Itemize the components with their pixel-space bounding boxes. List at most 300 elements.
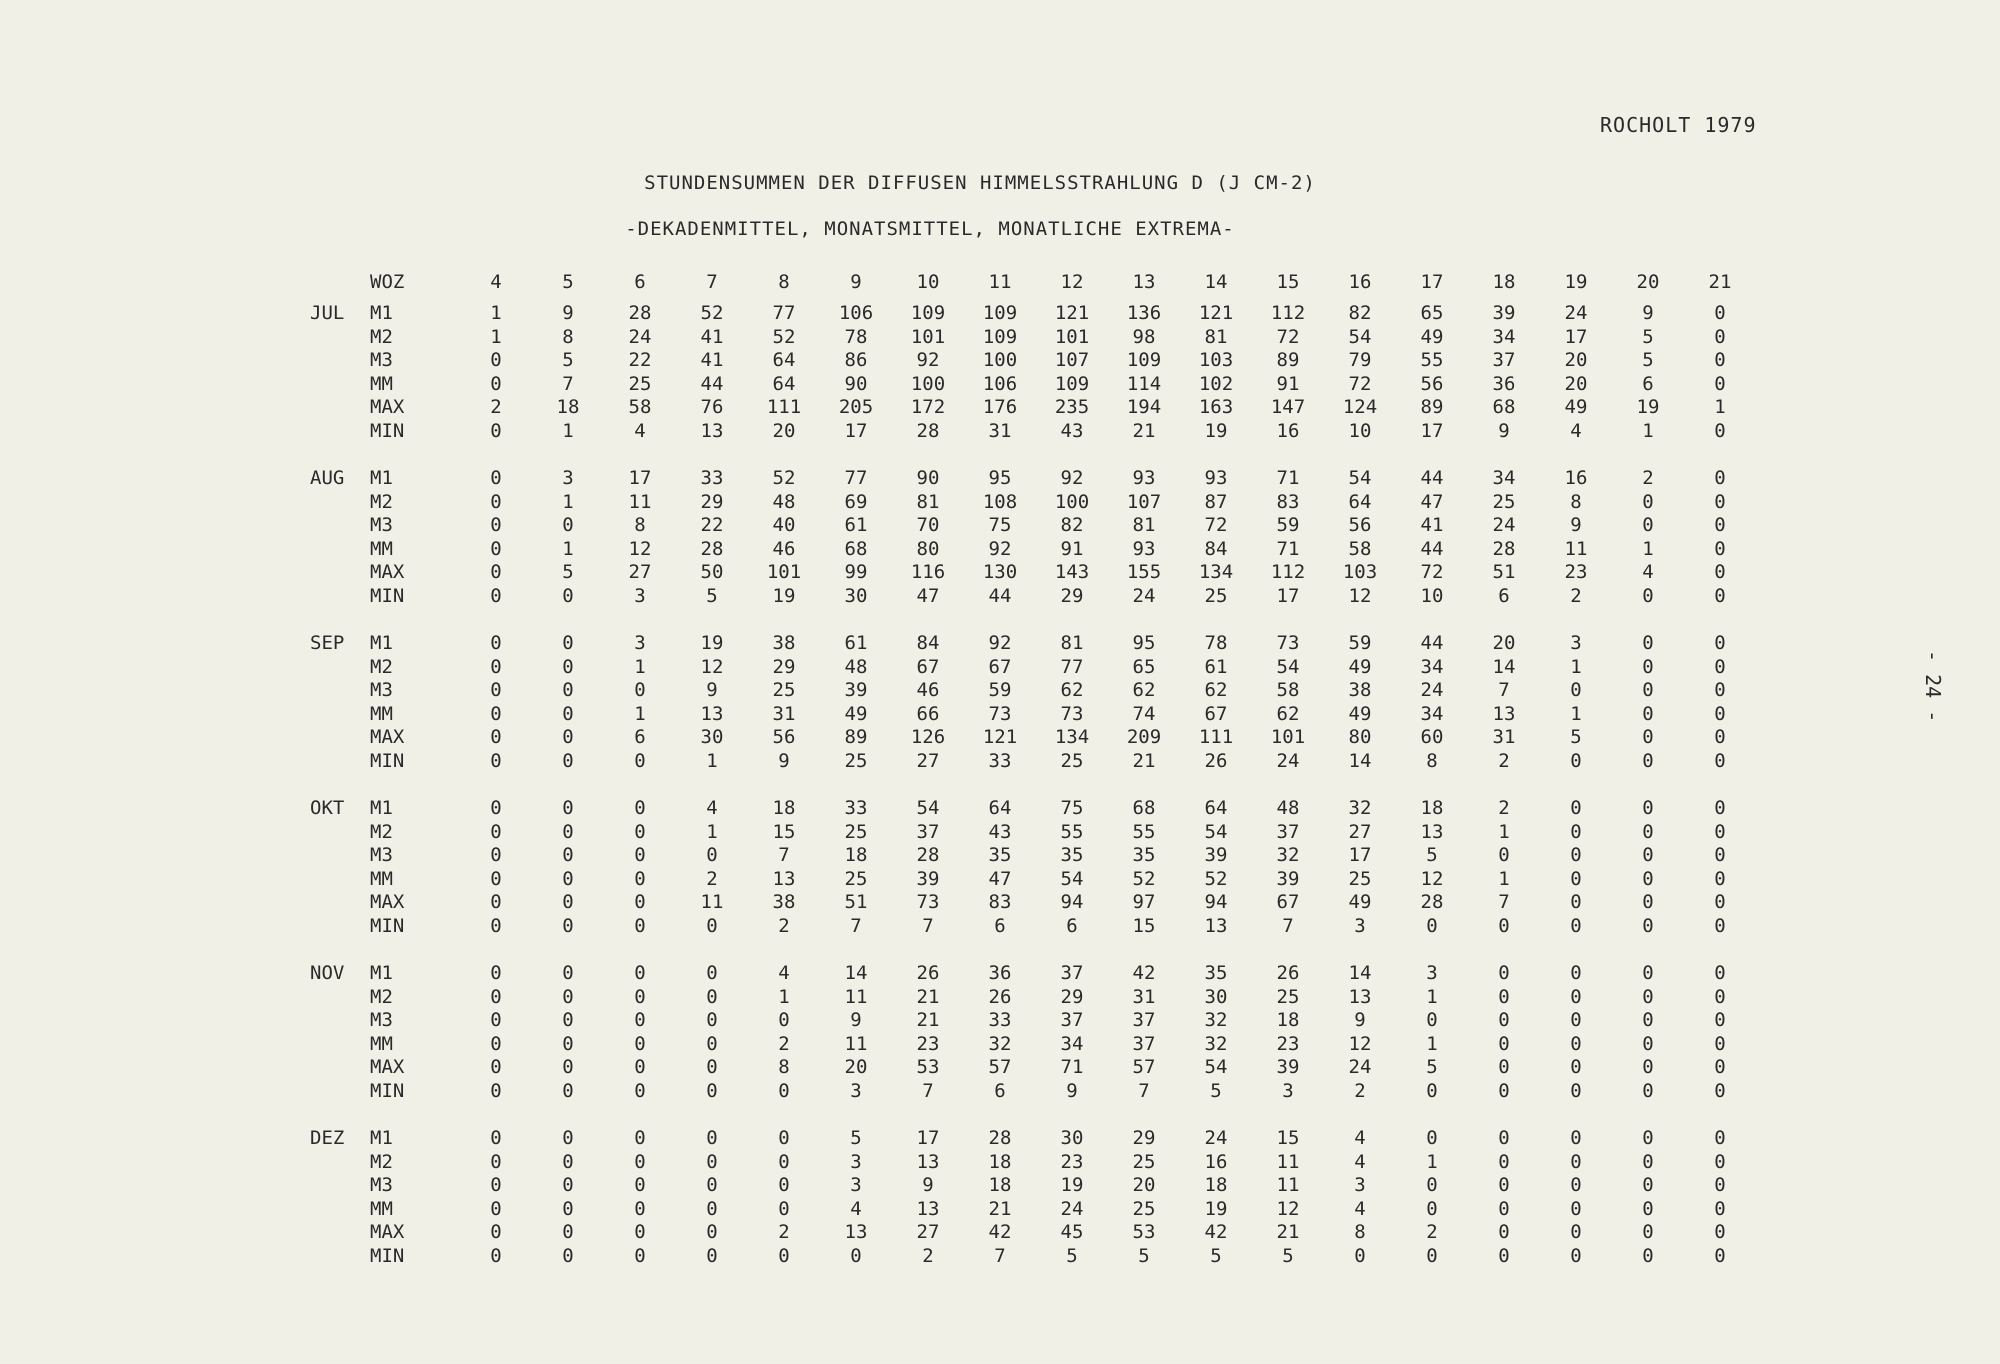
value-cell: 3 xyxy=(1426,962,1438,985)
value-cell: 30 xyxy=(1204,985,1228,1008)
value-cell: 8 xyxy=(562,325,574,348)
value-cell: 28 xyxy=(628,302,652,325)
value-cell: 26 xyxy=(1276,962,1300,985)
value-cell: 5 xyxy=(1642,349,1654,372)
value-cell: 0 xyxy=(850,1244,862,1267)
value-cell: 48 xyxy=(1276,797,1300,820)
value-cell: 25 xyxy=(1348,867,1372,890)
value-cell: 12 xyxy=(1348,584,1372,607)
value-cell: 2 xyxy=(778,1221,790,1244)
value-cell: 35 xyxy=(1204,962,1228,985)
value-cell: 17 xyxy=(1276,584,1300,607)
value-cell: 0 xyxy=(778,1150,790,1173)
row-label: M2 xyxy=(370,985,393,1008)
value-cell: 14 xyxy=(844,962,868,985)
value-cell: 0 xyxy=(490,1244,502,1267)
value-cell: 0 xyxy=(562,1056,574,1079)
value-cell: 25 xyxy=(844,749,868,772)
value-cell: 55 xyxy=(1060,820,1084,843)
value-cell: 0 xyxy=(1498,1009,1510,1032)
value-cell: 4 xyxy=(706,797,718,820)
value-cell: 67 xyxy=(1276,891,1300,914)
value-cell: 0 xyxy=(490,820,502,843)
value-cell: 56 xyxy=(1348,514,1372,537)
value-cell: 11 xyxy=(844,985,868,1008)
value-cell: 0 xyxy=(1426,1174,1438,1197)
row-label: M3 xyxy=(370,514,393,537)
value-cell: 0 xyxy=(1714,962,1726,985)
value-cell: 28 xyxy=(1420,891,1444,914)
row-label: M3 xyxy=(370,349,393,372)
value-cell: 54 xyxy=(1348,325,1372,348)
value-cell: 84 xyxy=(1204,537,1228,560)
month-spacer xyxy=(310,1245,370,1269)
value-cell: 0 xyxy=(1642,985,1654,1008)
value-cell: 163 xyxy=(1198,396,1234,419)
gap-cell xyxy=(310,1103,1756,1127)
value-cell: 58 xyxy=(1348,537,1372,560)
value-cell: 0 xyxy=(1642,1127,1654,1150)
value-cell: 0 xyxy=(1570,1056,1582,1079)
value-cell: 102 xyxy=(1198,372,1234,395)
value-cell: 0 xyxy=(1714,797,1726,820)
value-cell: 106 xyxy=(982,372,1018,395)
value-cell: 38 xyxy=(1348,679,1372,702)
value-cell: 1 xyxy=(1498,867,1510,890)
value-cell: 0 xyxy=(562,514,574,537)
value-cell: 32 xyxy=(1204,1009,1228,1032)
value-cell: 67 xyxy=(1204,702,1228,725)
value-cell: 112 xyxy=(1270,561,1306,584)
value-cell: 28 xyxy=(700,537,724,560)
value-cell: 5 xyxy=(1210,1244,1222,1267)
value-cell: 69 xyxy=(844,490,868,513)
value-cell: 34 xyxy=(1492,467,1516,490)
value-cell: 147 xyxy=(1270,396,1306,419)
value-cell: 37 xyxy=(1132,1032,1156,1055)
value-cell: 7 xyxy=(1282,914,1294,937)
value-cell: 44 xyxy=(700,372,724,395)
value-cell: 35 xyxy=(1132,844,1156,867)
value-cell: 4 xyxy=(1570,419,1582,442)
value-cell: 34 xyxy=(1420,702,1444,725)
month-spacer xyxy=(310,1174,370,1198)
value-cell: 86 xyxy=(844,349,868,372)
value-cell: 80 xyxy=(916,537,940,560)
month-label: NOV xyxy=(310,962,345,985)
value-cell: 64 xyxy=(988,797,1012,820)
value-cell: 32 xyxy=(988,1032,1012,1055)
value-cell: 0 xyxy=(1714,1009,1726,1032)
value-cell: 25 xyxy=(1132,1150,1156,1173)
value-cell: 0 xyxy=(490,726,502,749)
value-cell: 4 xyxy=(634,419,646,442)
value-cell: 0 xyxy=(1570,1197,1582,1220)
value-cell: 7 xyxy=(1498,679,1510,702)
value-cell: 0 xyxy=(706,962,718,985)
row-label: MAX xyxy=(370,396,405,419)
value-cell: 17 xyxy=(1348,844,1372,867)
value-cell: 52 xyxy=(700,302,724,325)
value-cell: 0 xyxy=(1498,1056,1510,1079)
table-row xyxy=(310,561,1756,585)
value-cell: 73 xyxy=(1276,632,1300,655)
value-cell: 134 xyxy=(1198,561,1234,584)
value-cell: 10 xyxy=(1348,419,1372,442)
value-cell: 1 xyxy=(1426,1150,1438,1173)
value-cell: 205 xyxy=(838,396,874,419)
value-cell: 1 xyxy=(1426,985,1438,1008)
value-cell: 21 xyxy=(1132,419,1156,442)
value-cell: 12 xyxy=(1348,1032,1372,1055)
value-cell: 42 xyxy=(1204,1221,1228,1244)
value-cell: 24 xyxy=(628,325,652,348)
value-cell: 92 xyxy=(916,349,940,372)
value-cell: 0 xyxy=(634,914,646,937)
value-cell: 0 xyxy=(634,985,646,1008)
value-cell: 99 xyxy=(844,561,868,584)
value-cell: 54 xyxy=(1204,1056,1228,1079)
value-cell: 0 xyxy=(1426,1127,1438,1150)
month-spacer xyxy=(310,1033,370,1057)
value-cell: 0 xyxy=(1570,1244,1582,1267)
value-cell: 57 xyxy=(1132,1056,1156,1079)
value-cell: 72 xyxy=(1276,325,1300,348)
value-cell: 79 xyxy=(1348,349,1372,372)
value-cell: 29 xyxy=(1132,1127,1156,1150)
table-row xyxy=(310,962,1756,986)
value-cell: 48 xyxy=(844,655,868,678)
value-cell: 0 xyxy=(1714,1197,1726,1220)
month-spacer xyxy=(310,561,370,585)
value-cell: 5 xyxy=(562,349,574,372)
value-cell: 91 xyxy=(1060,537,1084,560)
value-cell: 2 xyxy=(922,1244,934,1267)
value-cell: 0 xyxy=(1498,1127,1510,1150)
value-cell: 20 xyxy=(1132,1174,1156,1197)
value-cell: 82 xyxy=(1060,514,1084,537)
value-cell: 0 xyxy=(1714,655,1726,678)
value-cell: 4 xyxy=(1354,1150,1366,1173)
value-cell: 0 xyxy=(562,797,574,820)
table-row xyxy=(310,868,1756,892)
value-cell: 0 xyxy=(1570,1127,1582,1150)
row-label: M3 xyxy=(370,1009,393,1032)
value-cell: 94 xyxy=(1060,891,1084,914)
value-cell: 143 xyxy=(1054,561,1090,584)
value-cell: 23 xyxy=(1276,1032,1300,1055)
month-spacer xyxy=(310,891,370,915)
value-cell: 0 xyxy=(706,844,718,867)
value-cell: 20 xyxy=(1564,349,1588,372)
value-cell: 0 xyxy=(1714,514,1726,537)
value-cell: 0 xyxy=(1714,632,1726,655)
value-cell: 109 xyxy=(1054,372,1090,395)
value-cell: 25 xyxy=(628,372,652,395)
hour-header: 15 xyxy=(1276,270,1300,293)
value-cell: 121 xyxy=(982,726,1018,749)
value-cell: 13 xyxy=(1420,820,1444,843)
value-cell: 9 xyxy=(562,302,574,325)
value-cell: 33 xyxy=(700,467,724,490)
value-cell: 1 xyxy=(490,325,502,348)
value-cell: 6 xyxy=(994,914,1006,937)
value-cell: 0 xyxy=(1642,749,1654,772)
value-cell: 0 xyxy=(1714,1056,1726,1079)
value-cell: 18 xyxy=(988,1150,1012,1173)
value-cell: 0 xyxy=(778,1127,790,1150)
table-row xyxy=(310,1151,1756,1175)
table-row xyxy=(310,679,1756,703)
value-cell: 14 xyxy=(1348,749,1372,772)
value-cell: 7 xyxy=(1498,891,1510,914)
value-cell: 0 xyxy=(562,867,574,890)
value-cell: 0 xyxy=(490,419,502,442)
value-cell: 75 xyxy=(988,514,1012,537)
value-cell: 9 xyxy=(922,1174,934,1197)
hour-header: 4 xyxy=(490,270,502,293)
value-cell: 0 xyxy=(1570,749,1582,772)
value-cell: 13 xyxy=(916,1150,940,1173)
value-cell: 29 xyxy=(772,655,796,678)
value-cell: 0 xyxy=(562,1032,574,1055)
value-cell: 37 xyxy=(1276,820,1300,843)
value-cell: 4 xyxy=(850,1197,862,1220)
value-cell: 9 xyxy=(1642,302,1654,325)
value-cell: 100 xyxy=(982,349,1018,372)
value-cell: 13 xyxy=(1204,914,1228,937)
value-cell: 0 xyxy=(1642,962,1654,985)
value-cell: 13 xyxy=(700,419,724,442)
row-label: M3 xyxy=(370,1174,393,1197)
value-cell: 98 xyxy=(1132,325,1156,348)
table-row xyxy=(310,420,1756,444)
value-cell: 9 xyxy=(1354,1009,1366,1032)
value-cell: 0 xyxy=(1570,891,1582,914)
month-spacer xyxy=(310,821,370,845)
value-cell: 0 xyxy=(490,1197,502,1220)
value-cell: 0 xyxy=(490,844,502,867)
value-cell: 36 xyxy=(988,962,1012,985)
value-cell: 0 xyxy=(1498,962,1510,985)
value-cell: 56 xyxy=(1420,372,1444,395)
value-cell: 78 xyxy=(1204,632,1228,655)
value-cell: 9 xyxy=(850,1009,862,1032)
value-cell: 0 xyxy=(1642,1174,1654,1197)
value-cell: 0 xyxy=(1570,985,1582,1008)
value-cell: 95 xyxy=(1132,632,1156,655)
value-cell: 1 xyxy=(490,302,502,325)
value-cell: 5 xyxy=(850,1127,862,1150)
value-cell: 1 xyxy=(1498,820,1510,843)
row-label: M1 xyxy=(370,797,393,820)
row-label: MAX xyxy=(370,561,405,584)
value-cell: 6 xyxy=(1066,914,1078,937)
value-cell: 0 xyxy=(706,914,718,937)
value-cell: 0 xyxy=(1570,1009,1582,1032)
value-cell: 54 xyxy=(916,797,940,820)
value-cell: 19 xyxy=(1204,419,1228,442)
value-cell: 5 xyxy=(1138,1244,1150,1267)
value-cell: 0 xyxy=(706,985,718,1008)
value-cell: 24 xyxy=(1132,584,1156,607)
value-cell: 0 xyxy=(1570,962,1582,985)
table-row xyxy=(310,302,1756,326)
value-cell: 41 xyxy=(1420,514,1444,537)
value-cell: 0 xyxy=(1714,1221,1726,1244)
value-cell: 0 xyxy=(778,1197,790,1220)
value-cell: 11 xyxy=(844,1032,868,1055)
value-cell: 7 xyxy=(1138,1079,1150,1102)
value-cell: 44 xyxy=(1420,467,1444,490)
value-cell: 7 xyxy=(778,844,790,867)
value-cell: 19 xyxy=(772,584,796,607)
value-cell: 0 xyxy=(1642,1009,1654,1032)
value-cell: 0 xyxy=(562,844,574,867)
value-cell: 26 xyxy=(988,985,1012,1008)
value-cell: 31 xyxy=(1132,985,1156,1008)
value-cell: 39 xyxy=(1204,844,1228,867)
value-cell: 130 xyxy=(982,561,1018,584)
value-cell: 30 xyxy=(844,584,868,607)
value-cell: 24 xyxy=(1204,1127,1228,1150)
radiation-table xyxy=(310,262,1756,1268)
value-cell: 20 xyxy=(1492,632,1516,655)
hour-header: 20 xyxy=(1636,270,1660,293)
value-cell: 67 xyxy=(988,655,1012,678)
month-spacer xyxy=(310,679,370,703)
hour-header: 9 xyxy=(850,270,862,293)
value-cell: 108 xyxy=(982,490,1018,513)
value-cell: 176 xyxy=(982,396,1018,419)
value-cell: 95 xyxy=(988,467,1012,490)
hour-header: 7 xyxy=(706,270,718,293)
value-cell: 0 xyxy=(634,867,646,890)
value-cell: 0 xyxy=(778,1079,790,1102)
value-cell: 0 xyxy=(1570,914,1582,937)
month-spacer xyxy=(310,491,370,515)
value-cell: 0 xyxy=(490,561,502,584)
value-cell: 0 xyxy=(562,749,574,772)
month-spacer xyxy=(310,1056,370,1080)
value-cell: 80 xyxy=(1348,726,1372,749)
value-cell: 0 xyxy=(562,1197,574,1220)
value-cell: 73 xyxy=(988,702,1012,725)
value-cell: 39 xyxy=(1492,302,1516,325)
value-cell: 0 xyxy=(562,891,574,914)
value-cell: 82 xyxy=(1348,302,1372,325)
value-cell: 0 xyxy=(562,1174,574,1197)
value-cell: 45 xyxy=(1060,1221,1084,1244)
value-cell: 0 xyxy=(1498,985,1510,1008)
value-cell: 27 xyxy=(628,561,652,584)
value-cell: 0 xyxy=(634,1221,646,1244)
value-cell: 3 xyxy=(1570,632,1582,655)
row-label: MM xyxy=(370,1197,393,1220)
table-row xyxy=(310,491,1756,515)
value-cell: 65 xyxy=(1420,302,1444,325)
value-cell: 49 xyxy=(1564,396,1588,419)
value-cell: 33 xyxy=(988,1009,1012,1032)
value-cell: 18 xyxy=(1276,1009,1300,1032)
value-cell: 42 xyxy=(1132,962,1156,985)
value-cell: 19 xyxy=(1060,1174,1084,1197)
value-cell: 0 xyxy=(490,632,502,655)
value-cell: 28 xyxy=(988,1127,1012,1150)
value-cell: 20 xyxy=(844,1056,868,1079)
table-row xyxy=(310,1009,1756,1033)
value-cell: 103 xyxy=(1198,349,1234,372)
value-cell: 58 xyxy=(628,396,652,419)
value-cell: 12 xyxy=(1276,1197,1300,1220)
row-label: M2 xyxy=(370,490,393,513)
value-cell: 0 xyxy=(490,749,502,772)
value-cell: 0 xyxy=(1714,985,1726,1008)
value-cell: 0 xyxy=(1498,1174,1510,1197)
value-cell: 73 xyxy=(916,891,940,914)
value-cell: 25 xyxy=(1204,584,1228,607)
table-row xyxy=(310,538,1756,562)
value-cell: 54 xyxy=(1060,867,1084,890)
value-cell: 0 xyxy=(634,1127,646,1150)
value-cell: 34 xyxy=(1420,655,1444,678)
value-cell: 0 xyxy=(1570,1174,1582,1197)
value-cell: 25 xyxy=(1492,490,1516,513)
value-cell: 0 xyxy=(634,679,646,702)
table-row xyxy=(310,1221,1756,1245)
value-cell: 1 xyxy=(562,490,574,513)
value-cell: 0 xyxy=(706,1127,718,1150)
value-cell: 14 xyxy=(1492,655,1516,678)
value-cell: 77 xyxy=(844,467,868,490)
value-cell: 43 xyxy=(988,820,1012,843)
value-cell: 0 xyxy=(1714,419,1726,442)
value-cell: 0 xyxy=(778,1009,790,1032)
table-row xyxy=(310,585,1756,609)
value-cell: 9 xyxy=(778,749,790,772)
value-cell: 0 xyxy=(1714,537,1726,560)
value-cell: 37 xyxy=(1492,349,1516,372)
value-cell: 0 xyxy=(706,1032,718,1055)
value-cell: 16 xyxy=(1204,1150,1228,1173)
value-cell: 6 xyxy=(994,1079,1006,1102)
value-cell: 5 xyxy=(1642,325,1654,348)
value-cell: 0 xyxy=(634,1079,646,1102)
value-cell: 3 xyxy=(850,1174,862,1197)
value-cell: 9 xyxy=(1498,419,1510,442)
value-cell: 49 xyxy=(1348,702,1372,725)
value-cell: 18 xyxy=(988,1174,1012,1197)
value-cell: 21 xyxy=(1132,749,1156,772)
value-cell: 24 xyxy=(1492,514,1516,537)
row-label: MM xyxy=(370,867,393,890)
value-cell: 0 xyxy=(490,797,502,820)
table-row xyxy=(310,373,1756,397)
value-cell: 1 xyxy=(1642,537,1654,560)
value-cell: 1 xyxy=(706,749,718,772)
value-cell: 41 xyxy=(700,325,724,348)
value-cell: 21 xyxy=(988,1197,1012,1220)
row-label: M3 xyxy=(370,679,393,702)
value-cell: 78 xyxy=(844,325,868,348)
value-cell: 0 xyxy=(1498,1221,1510,1244)
table-row xyxy=(310,891,1756,915)
value-cell: 8 xyxy=(778,1056,790,1079)
gap-cell xyxy=(310,938,1756,962)
month-label: DEZ xyxy=(310,1127,345,1150)
month-label: AUG xyxy=(310,467,345,490)
value-cell: 0 xyxy=(562,1127,574,1150)
